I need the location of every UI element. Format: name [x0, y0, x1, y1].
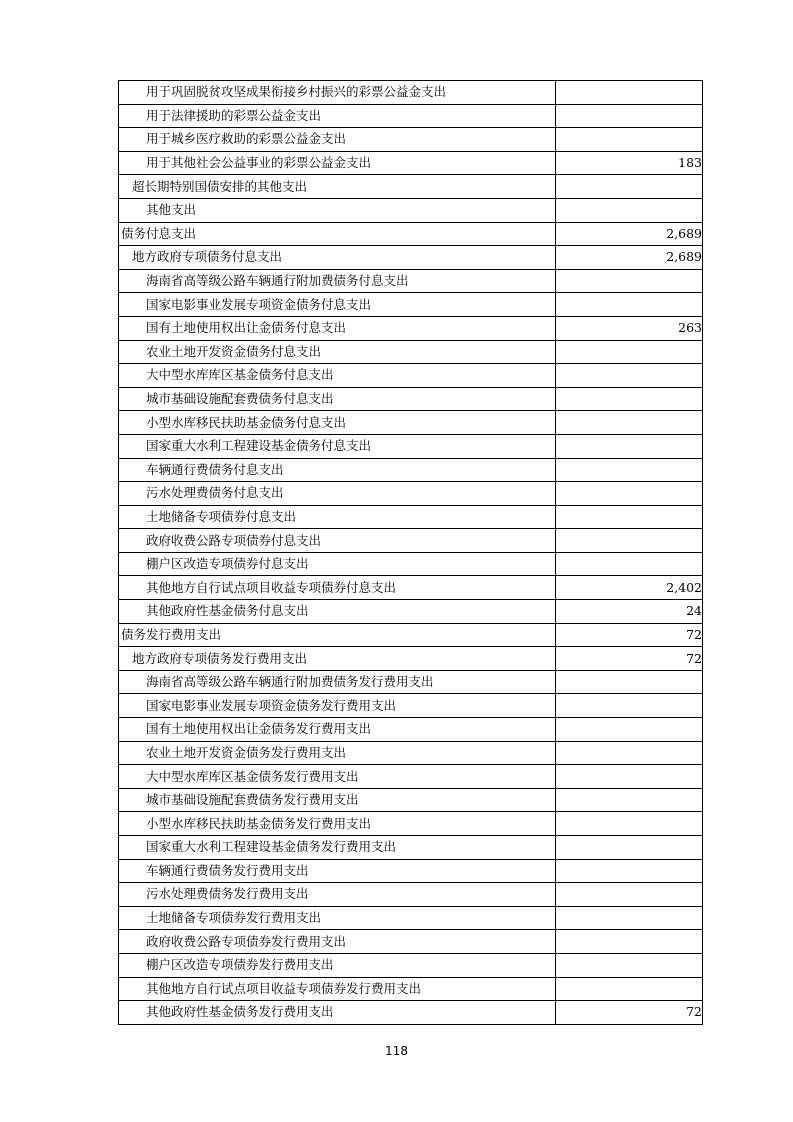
page-number: 118 — [385, 1044, 408, 1058]
row-value: 183 — [556, 151, 703, 175]
row-label: 用于城乡医疗救助的彩票公益金支出 — [119, 128, 556, 152]
row-value — [556, 198, 703, 222]
table-row — [119, 505, 703, 529]
table-row — [119, 434, 703, 458]
row-label: 其他政府性基金债务付息支出 — [119, 600, 556, 624]
row-label: 政府收费公路专项债券发行费用支出 — [119, 930, 556, 954]
row-value — [556, 883, 703, 907]
table-row — [119, 670, 703, 694]
row-value — [556, 482, 703, 506]
table-row — [119, 411, 703, 435]
row-label: 小型水库移民扶助基金债务付息支出 — [119, 411, 556, 435]
table-row — [119, 458, 703, 482]
row-value — [556, 269, 703, 293]
row-value: 72 — [556, 623, 703, 647]
row-label: 车辆通行费债务付息支出 — [119, 458, 556, 482]
row-label: 污水处理费债务付息支出 — [119, 482, 556, 506]
row-value — [556, 741, 703, 765]
row-label: 国家电影事业发展专项资金债务发行费用支出 — [119, 694, 556, 718]
row-value — [556, 411, 703, 435]
row-label: 车辆通行费债务发行费用支出 — [119, 859, 556, 883]
row-value — [556, 293, 703, 317]
row-value — [556, 434, 703, 458]
row-label: 用于法律援助的彩票公益金支出 — [119, 104, 556, 128]
table-row — [119, 151, 703, 175]
row-value — [556, 859, 703, 883]
table-row — [119, 316, 703, 340]
table-row — [119, 482, 703, 506]
table-row — [119, 576, 703, 600]
row-label: 其他地方自行试点项目收益专项债券付息支出 — [119, 576, 556, 600]
row-label: 大中型水库库区基金债务发行费用支出 — [119, 765, 556, 789]
table-row — [119, 718, 703, 742]
table-row — [119, 222, 703, 246]
table-row — [119, 623, 703, 647]
table-row — [119, 387, 703, 411]
row-label: 国有土地使用权出让金债务发行费用支出 — [119, 718, 556, 742]
row-value — [556, 387, 703, 411]
row-label: 超长期特别国债安排的其他支出 — [119, 175, 556, 199]
row-label: 小型水库移民扶助基金债务发行费用支出 — [119, 812, 556, 836]
table-row — [119, 340, 703, 364]
row-label: 国家电影事业发展专项资金债务付息支出 — [119, 293, 556, 317]
budget-table — [118, 80, 703, 1025]
table-row — [119, 859, 703, 883]
row-value — [556, 788, 703, 812]
row-value — [556, 765, 703, 789]
row-value: 263 — [556, 316, 703, 340]
row-value — [556, 670, 703, 694]
row-label: 棚户区改造专项债券发行费用支出 — [119, 953, 556, 977]
table-row — [119, 81, 703, 105]
table-row — [119, 953, 703, 977]
row-value — [556, 953, 703, 977]
row-value — [556, 458, 703, 482]
row-value — [556, 81, 703, 105]
table-row — [119, 364, 703, 388]
table-row — [119, 529, 703, 553]
row-label: 海南省高等级公路车辆通行附加费债务付息支出 — [119, 269, 556, 293]
row-label: 城市基础设施配套费债务付息支出 — [119, 387, 556, 411]
table-row — [119, 552, 703, 576]
row-value — [556, 694, 703, 718]
row-value — [556, 812, 703, 836]
row-label: 农业土地开发资金债务发行费用支出 — [119, 741, 556, 765]
row-label: 城市基础设施配套费债务发行费用支出 — [119, 788, 556, 812]
row-value — [556, 104, 703, 128]
row-value: 24 — [556, 600, 703, 624]
table-row — [119, 175, 703, 199]
row-value — [556, 836, 703, 860]
row-label: 国家重大水利工程建设基金债务付息支出 — [119, 434, 556, 458]
row-label: 地方政府专项债务付息支出 — [119, 246, 556, 270]
table-row — [119, 765, 703, 789]
row-label: 棚户区改造专项债券付息支出 — [119, 552, 556, 576]
row-label: 政府收费公路专项债券付息支出 — [119, 529, 556, 553]
row-label: 国家重大水利工程建设基金债务发行费用支出 — [119, 836, 556, 860]
table-row — [119, 812, 703, 836]
table-row — [119, 977, 703, 1001]
table-row — [119, 1001, 703, 1025]
row-value — [556, 128, 703, 152]
row-label: 国有土地使用权出让金债务付息支出 — [119, 316, 556, 340]
row-label: 债务付息支出 — [119, 222, 556, 246]
row-label: 用于其他社会公益事业的彩票公益金支出 — [119, 151, 556, 175]
row-label: 大中型水库库区基金债务付息支出 — [119, 364, 556, 388]
row-value — [556, 930, 703, 954]
row-label: 其他政府性基金债务发行费用支出 — [119, 1001, 556, 1025]
table-row — [119, 930, 703, 954]
row-label: 农业土地开发资金债务付息支出 — [119, 340, 556, 364]
row-value — [556, 529, 703, 553]
row-label: 债务发行费用支出 — [119, 623, 556, 647]
table-row — [119, 269, 703, 293]
row-label: 海南省高等级公路车辆通行附加费债务发行费用支出 — [119, 670, 556, 694]
table-row — [119, 788, 703, 812]
table-row — [119, 836, 703, 860]
row-value — [556, 718, 703, 742]
table-row — [119, 694, 703, 718]
row-label: 土地储备专项债券付息支出 — [119, 505, 556, 529]
row-value — [556, 364, 703, 388]
row-value: 2,402 — [556, 576, 703, 600]
row-value: 72 — [556, 1001, 703, 1025]
table-row — [119, 293, 703, 317]
row-value — [556, 977, 703, 1001]
table-row — [119, 104, 703, 128]
table-row — [119, 246, 703, 270]
table-row — [119, 600, 703, 624]
row-value — [556, 906, 703, 930]
row-label: 土地储备专项债券发行费用支出 — [119, 906, 556, 930]
row-value — [556, 175, 703, 199]
row-value — [556, 340, 703, 364]
row-label: 其他地方自行试点项目收益专项债券发行费用支出 — [119, 977, 556, 1001]
row-value: 72 — [556, 647, 703, 671]
row-label: 用于巩固脱贫攻坚成果衔接乡村振兴的彩票公益金支出 — [119, 81, 556, 105]
row-label: 地方政府专项债务发行费用支出 — [119, 647, 556, 671]
row-value — [556, 552, 703, 576]
table-row — [119, 128, 703, 152]
table-row — [119, 906, 703, 930]
table-row — [119, 647, 703, 671]
row-value: 2,689 — [556, 222, 703, 246]
table-row — [119, 883, 703, 907]
row-value: 2,689 — [556, 246, 703, 270]
row-label: 污水处理费债务发行费用支出 — [119, 883, 556, 907]
row-label: 其他支出 — [119, 198, 556, 222]
row-value — [556, 505, 703, 529]
table-row — [119, 198, 703, 222]
table-row — [119, 741, 703, 765]
